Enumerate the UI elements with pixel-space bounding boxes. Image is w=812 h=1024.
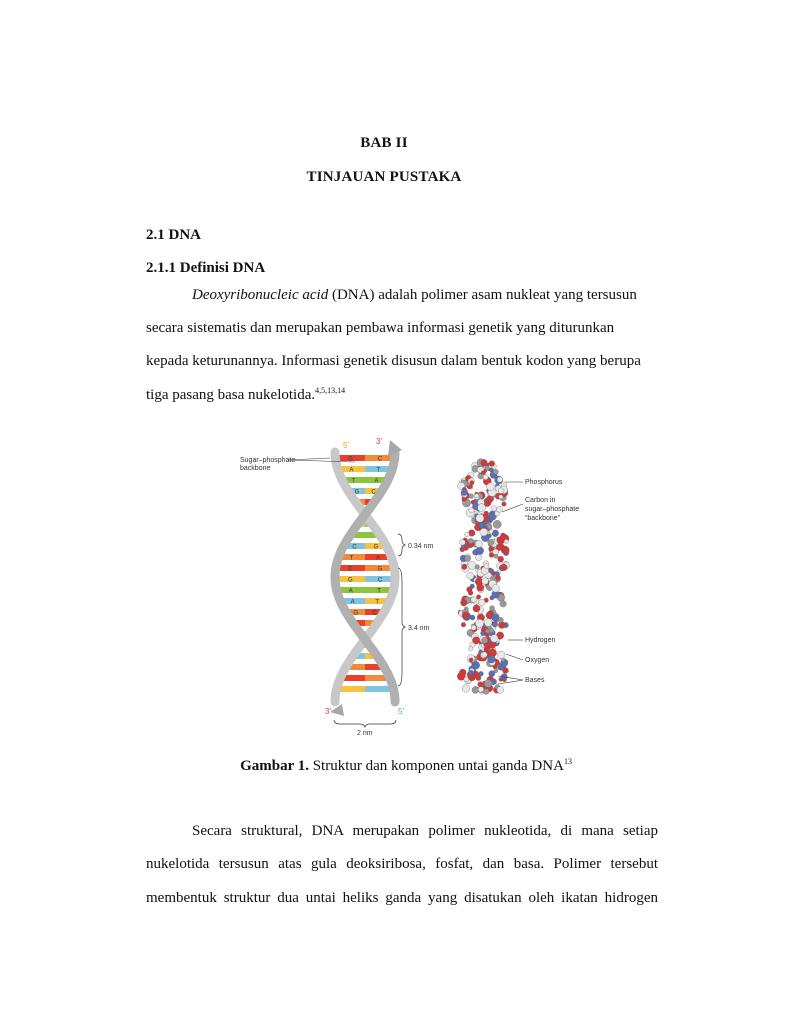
atom-sphere <box>461 599 468 606</box>
atom-sphere <box>501 564 508 571</box>
atom-sphere <box>488 655 496 663</box>
base-letter: T <box>349 555 354 562</box>
base-letter: T <box>375 599 380 606</box>
atom-sphere <box>494 669 498 673</box>
atom-sphere <box>489 529 493 533</box>
atom-sphere <box>479 599 486 606</box>
atom-sphere <box>468 646 473 651</box>
atom-sphere <box>484 619 492 627</box>
atom-sphere <box>489 569 494 574</box>
atom-sphere <box>481 459 488 466</box>
atom-sphere <box>475 494 479 498</box>
space-filling-model <box>457 459 510 695</box>
label-hydrogen: Hydrogen <box>525 637 556 644</box>
atom-sphere <box>491 506 497 512</box>
atom-sphere <box>483 689 489 695</box>
atom-sphere <box>467 572 474 579</box>
atom-sphere <box>462 564 467 569</box>
atom-sphere <box>492 614 500 622</box>
atom-sphere <box>470 584 475 589</box>
atom-sphere <box>497 477 502 482</box>
atom-sphere <box>492 584 500 592</box>
atom-sphere <box>488 534 492 538</box>
base-letter: C <box>377 577 383 584</box>
caption-label: Gambar 1. <box>240 758 309 774</box>
label-3-4-nm: 3.4 nm <box>408 625 430 632</box>
atom-sphere <box>489 461 495 467</box>
paragraph1-line4-text: tiga pasang basa nukelotida. <box>146 387 316 403</box>
atom-sphere <box>465 532 470 537</box>
paragraph1-line2: secara sistematis dan merupakan pembawa informasi genetik yang diturunkan <box>146 320 615 336</box>
subsection-heading: 2.1.1 Definisi DNA <box>146 260 266 276</box>
atom-sphere <box>502 502 507 507</box>
label-5-bottom: 5’ <box>398 707 405 716</box>
atom-sphere <box>499 495 503 499</box>
atom-sphere <box>468 561 476 569</box>
paragraph1-line3: kepada keturunannya. Informasi genetik disusun dalam bentuk kodon yang berupa <box>146 353 641 369</box>
base-letter: C <box>372 610 377 617</box>
atom-sphere <box>469 658 473 662</box>
citation-superscript: 4,5,13,14 <box>315 386 346 395</box>
base-letter: C <box>371 489 376 496</box>
atom-sphere <box>497 651 505 659</box>
dna-illustration <box>230 432 580 740</box>
atom-sphere <box>471 597 477 603</box>
base-letter: G <box>348 456 353 463</box>
base-letter: G <box>354 489 360 496</box>
atom-sphere <box>492 622 497 627</box>
paragraph2-line2: nukelotida tersusun atas gula deoksiribosa, fosfat, dan basa. Polimer tersebut <box>146 856 658 872</box>
atom-sphere <box>468 538 473 543</box>
atom-sphere <box>486 612 492 618</box>
atom-sphere <box>465 555 471 561</box>
paragraph1-line4 <box>146 387 658 404</box>
caption-citation: 13 <box>563 757 572 766</box>
base-letter: G <box>348 577 353 584</box>
atom-sphere <box>476 554 482 560</box>
atom-sphere <box>497 687 504 694</box>
base-letter: A <box>348 588 353 595</box>
double-helix-diagram <box>330 440 405 716</box>
atom-sphere <box>499 677 503 681</box>
figure-caption <box>0 758 812 775</box>
atom-sphere <box>491 635 499 643</box>
atom-sphere <box>477 584 484 591</box>
paragraph1-line1 <box>192 287 658 304</box>
base-letter: G <box>353 610 359 617</box>
atom-sphere <box>504 539 508 543</box>
dna-figure <box>230 432 580 740</box>
label-0-34-nm: 0.34 nm <box>408 543 434 550</box>
label-3-top: 3’ <box>376 437 383 446</box>
atom-sphere <box>482 652 487 657</box>
base-letter: G <box>373 544 379 551</box>
atom-sphere <box>500 601 507 608</box>
base-letter: T <box>376 467 381 474</box>
label-carbon-1: Carbon in <box>525 497 556 504</box>
label-bases: Bases <box>525 677 545 684</box>
chapter-number: BAB II <box>360 135 408 151</box>
base-letter: T <box>377 588 381 595</box>
atom-sphere <box>493 469 498 474</box>
atom-sphere <box>483 475 488 480</box>
base-letter: G <box>377 566 383 573</box>
atom-sphere <box>493 549 499 555</box>
atom-sphere <box>482 637 488 643</box>
atom-sphere <box>462 612 469 619</box>
atom-sphere <box>489 628 494 633</box>
base-letter: C <box>348 566 353 573</box>
atom-sphere <box>461 622 466 627</box>
caption-text: Struktur dan komponen untai ganda DNA <box>308 758 564 774</box>
atom-sphere <box>473 605 480 612</box>
atom-sphere <box>482 578 489 585</box>
atom-sphere <box>475 540 482 547</box>
base-letter: C <box>352 544 357 551</box>
atom-sphere <box>468 591 473 596</box>
base-letter: A <box>350 599 355 606</box>
label-backbone-2: backbone <box>240 465 271 472</box>
atom-sphere <box>498 556 504 562</box>
atom-sphere <box>464 677 469 682</box>
atom-sphere <box>481 471 485 475</box>
atom-sphere <box>490 606 495 611</box>
atom-sphere <box>461 489 468 496</box>
section-heading: 2.1 DNA <box>146 227 201 243</box>
base-letter: A <box>376 555 381 562</box>
atom-sphere <box>484 679 492 687</box>
atom-sphere <box>469 494 474 499</box>
atom-sphere <box>484 511 488 515</box>
atom-sphere <box>494 554 498 558</box>
atom-sphere <box>459 669 466 676</box>
label-backbone-1: Sugar–phosphate <box>240 457 296 464</box>
atom-sphere <box>487 524 492 529</box>
atom-sphere <box>488 513 495 520</box>
label-carbon-3: “backbone” <box>525 515 561 522</box>
atom-sphere <box>469 670 474 675</box>
italic-term: Deoxyribonucleic acid <box>192 287 329 303</box>
paragraph2-line3: membentuk struktur dua untai heliks ganda yang disatukan oleh ikatan hidrogen <box>146 890 658 906</box>
atom-sphere <box>487 483 495 491</box>
base-letter: A <box>374 478 379 485</box>
base-letter: C <box>377 456 383 463</box>
base-letter: T <box>351 478 356 485</box>
atom-sphere <box>493 520 501 528</box>
atom-sphere <box>471 625 476 630</box>
atom-sphere <box>478 504 486 512</box>
atom-sphere <box>470 481 474 485</box>
atom-sphere <box>475 619 483 627</box>
atom-sphere <box>472 687 479 694</box>
atom-sphere <box>473 637 480 644</box>
label-2-nm: 2 nm <box>357 730 373 737</box>
atom-sphere <box>478 687 484 693</box>
paragraph1-line1-rest: (DNA) adalah polimer asam nukleat yang tersusun <box>328 287 637 303</box>
atom-sphere <box>462 685 470 693</box>
atom-sphere <box>503 668 509 674</box>
label-oxygen: Oxygen <box>525 657 550 664</box>
atom-sphere <box>475 565 480 570</box>
atom-sphere <box>484 564 489 569</box>
paragraph2-line1: Secara struktural, DNA merupakan polimer nukleotida, di mana setiap <box>192 823 658 839</box>
atom-sphere <box>481 631 486 636</box>
label-carbon-2: sugar–phosphate <box>525 506 580 513</box>
atom-sphere <box>495 575 500 580</box>
label-5-top: 5’ <box>343 441 350 450</box>
atom-sphere <box>476 595 480 599</box>
label-3-bottom: 3’ <box>325 707 332 716</box>
base-letter: A <box>349 467 354 474</box>
atom-sphere <box>496 506 502 512</box>
atom-sphere <box>498 488 504 494</box>
atom-sphere <box>485 466 490 471</box>
atom-sphere <box>480 528 488 536</box>
label-phosphorus: Phosphorus <box>525 479 563 486</box>
atom-sphere <box>471 500 475 504</box>
atom-sphere <box>464 546 469 551</box>
atom-sphere <box>469 530 476 537</box>
atom-sphere <box>476 514 484 522</box>
atom-sphere <box>476 547 484 555</box>
atom-sphere <box>470 615 475 620</box>
atom-sphere <box>479 671 484 676</box>
atom-sphere <box>460 539 466 545</box>
chapter-title: TINJAUAN PUSTAKA <box>306 169 462 185</box>
